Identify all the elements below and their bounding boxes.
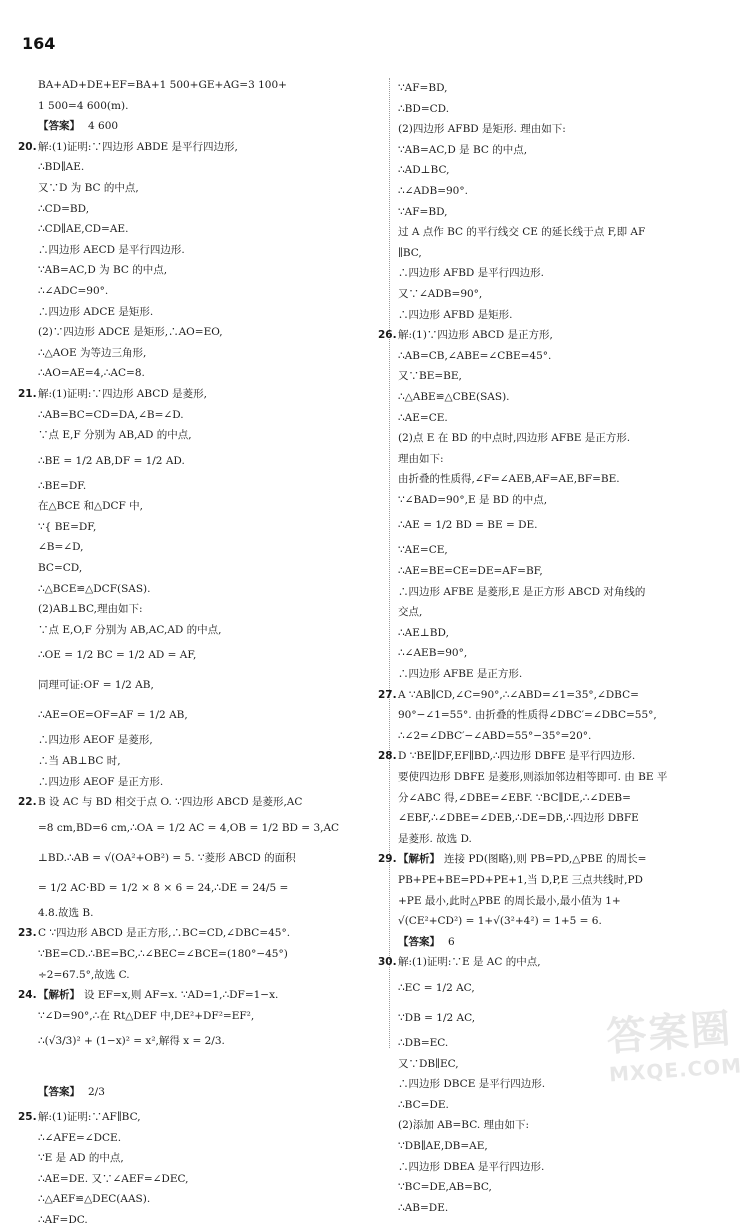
- line-text: ∵AF=BD,: [398, 82, 448, 94]
- text-line: [378, 746, 738, 767]
- line-text: ∴(√3/3)² + (1−x)² = x²,解得 x = 2/3.: [38, 1035, 225, 1048]
- question-number: 21.: [18, 387, 37, 400]
- text-line: [398, 870, 738, 891]
- text-line: [398, 602, 738, 623]
- line-text: ∵BE=CD.∴BE=BC,∴∠BEC=∠BCE=(180°−45°): [38, 948, 288, 960]
- question-number: 23.: [18, 927, 37, 940]
- line-text: ∴四边形 DBCE 是平行四边形.: [398, 1078, 546, 1091]
- line-text: 解:(1)证明:∵E 是 AC 的中点,: [398, 956, 541, 969]
- text-line: [398, 808, 738, 829]
- text-line: [398, 1198, 738, 1219]
- text-line: [38, 670, 378, 700]
- watermark-logo: [604, 996, 742, 1086]
- line-text: ∴四边形 AFBE 是菱形,E 是正方形 ABCD 对角线的: [398, 585, 646, 598]
- line-text: ∴△AOE 为等边三角形,: [38, 346, 147, 359]
- line-text: ∴△ABE≌△CBE(SAS).: [398, 390, 510, 403]
- line-text: BA+AD+DE+EF=BA+1 500+GE+AG=3 100+: [38, 79, 287, 91]
- answer-label: 【答案】: [38, 1085, 80, 1098]
- text-line: [38, 476, 378, 497]
- line-text: (2)点 E 在 BD 的中点时,四边形 AFBE 是正方形.: [398, 432, 631, 445]
- line-text: ∴AO=AE=4,∴AC=8.: [38, 367, 145, 380]
- question-number: 25.: [18, 1110, 37, 1123]
- line-text: D ∵BE∥DF,EF∥BD,∴四边形 DBFE 是平行四边形.: [398, 750, 636, 763]
- text-line: [38, 260, 378, 281]
- text-line: [378, 849, 738, 870]
- text-line: [398, 1136, 738, 1157]
- line-text: ∴∠ADC=90°.: [38, 284, 109, 297]
- text-line: [398, 1095, 738, 1116]
- text-line: [38, 965, 378, 986]
- line-text: ∴四边形 AEOF 是菱形,: [38, 734, 153, 747]
- text-line: [398, 243, 738, 264]
- line-text: 又∵∠ADB=90°,: [398, 287, 483, 300]
- text-line: [398, 263, 738, 284]
- text-line: [38, 322, 378, 343]
- line-text: 4 600: [88, 120, 119, 133]
- text-line: [38, 405, 378, 426]
- text-line: [38, 1056, 378, 1077]
- line-text: ∴△AEF≌△DEC(AAS).: [38, 1193, 151, 1206]
- text-line: [38, 219, 378, 240]
- text-line: [38, 813, 378, 843]
- text-line: [38, 199, 378, 220]
- line-text: ∵E 是 AD 的中点,: [38, 1152, 124, 1165]
- analysis-tag: 【解析】: [398, 853, 440, 866]
- text-line: [398, 767, 738, 788]
- text-line: [38, 944, 378, 965]
- line-text: (2)添加 AB=BC. 理由如下:: [398, 1119, 530, 1132]
- text-line: [38, 599, 378, 620]
- line-text: ∴AB=BC=CD=DA,∠B=∠D.: [38, 408, 184, 421]
- text-line: [38, 240, 378, 261]
- line-text: ∵BC=DE,AB=BC,: [398, 1181, 492, 1194]
- text-line: [398, 222, 738, 243]
- text-line: [18, 384, 378, 405]
- text-line: [38, 1169, 378, 1190]
- text-line: [38, 772, 378, 793]
- line-text: ∴AD⊥BC,: [398, 164, 450, 177]
- text-line: [38, 302, 378, 323]
- question-number: 22.: [18, 796, 37, 809]
- line-text: 在△BCE 和△DCF 中,: [38, 500, 144, 513]
- line-text: ∴EC = 1/2 AC,: [398, 981, 475, 994]
- question-number: 28.: [378, 750, 397, 763]
- text-line: [38, 700, 378, 730]
- question-number: 29.: [378, 853, 397, 866]
- text-line: [398, 181, 738, 202]
- text-line: [38, 96, 378, 117]
- text-line: [38, 116, 378, 137]
- line-text: 解:(1)证明:∵四边形 ABCD 是菱形,: [38, 387, 207, 400]
- line-text: 同理可证:OF = 1/2 AB,: [38, 679, 154, 692]
- text-line: [38, 1077, 378, 1107]
- line-text: 解:(1)证明:∵AF∥BC,: [38, 1110, 141, 1123]
- line-text: ∴△BCE≌△DCF(SAS).: [38, 582, 151, 595]
- line-text: ∵点 E,O,F 分别为 AB,AC,AD 的中点,: [38, 623, 222, 636]
- text-line: [38, 579, 378, 600]
- question-number: 24.: [18, 989, 37, 1002]
- line-text: ∴∠AEB=90°,: [398, 647, 468, 660]
- line-text: ∵AE=CE,: [398, 544, 448, 557]
- line-text: 6: [448, 935, 455, 948]
- line-text: ∴∠AFE=∠DCE.: [38, 1131, 122, 1144]
- line-text: ∴BE = 1/2 AB,DF = 1/2 AD.: [38, 454, 185, 467]
- text-line: [398, 408, 738, 429]
- page-number: 164: [22, 34, 56, 53]
- text-line: [38, 730, 378, 751]
- text-line: [38, 363, 378, 384]
- line-text: 设 EF=x,则 AF=x. ∵AD=1,∴DF=1−x.: [84, 989, 279, 1002]
- line-text: ∴CD∥AE,CD=AE.: [38, 223, 129, 236]
- text-line: [398, 119, 738, 140]
- line-text: ∴AE=OE=OF=AF = 1/2 AB,: [38, 709, 188, 722]
- line-text: ∴四边形 AEOF 是正方形.: [38, 775, 164, 788]
- text-line: [398, 346, 738, 367]
- line-text: 要使四边形 DBFE 是菱形,则添加邻边相等即可. 由 BE 平: [398, 771, 668, 783]
- text-line: [398, 540, 738, 561]
- line-text: ∴四边形 AECD 是平行四边形.: [38, 243, 185, 256]
- text-line: [38, 1210, 378, 1231]
- text-line: [18, 137, 378, 158]
- text-line: [18, 923, 378, 944]
- line-text: BC=CD,: [38, 562, 83, 575]
- text-line: [38, 425, 378, 446]
- line-text: ∴四边形 ADCE 是矩形.: [38, 305, 154, 318]
- text-line: [38, 1148, 378, 1169]
- text-line: [398, 705, 738, 726]
- line-text: 解:(1)证明:∵四边形 ABDE 是平行四边形,: [38, 140, 238, 153]
- line-text: PB+PE+BE=PD+PE+1,当 D,P,E 三点共线时,PD: [398, 873, 643, 886]
- watermark-url: MXQE.COM: [608, 1053, 743, 1087]
- line-text: ∵∠D=90°,∴在 Rt△DEF 中,DE²+DF²=EF²,: [38, 1009, 255, 1022]
- question-number: 30.: [378, 956, 397, 969]
- text-line: [18, 792, 378, 813]
- text-line: [398, 428, 738, 449]
- line-text: (2)四边形 AFBD 是矩形. 理由如下:: [398, 123, 566, 136]
- line-text: ∴∠2=∠DBC′−∠ABD=55°−35°=20°.: [398, 729, 592, 742]
- text-line: [398, 623, 738, 644]
- text-line: [18, 1107, 378, 1128]
- watermark-text: 答案圈: [604, 1005, 734, 1061]
- text-line: [398, 449, 738, 470]
- text-line: [398, 78, 738, 99]
- line-text: ∵点 E,F 分别为 AB,AD 的中点,: [38, 429, 192, 442]
- line-text: ∴AE=DE. 又∵∠AEF=∠DEC,: [38, 1172, 189, 1185]
- text-line: [38, 496, 378, 517]
- text-line: [398, 510, 738, 540]
- text-line: [398, 490, 738, 511]
- text-line: [398, 891, 738, 912]
- line-text: ∴AE=BE=CE=DE=AF=BF,: [398, 565, 543, 578]
- text-line: [38, 751, 378, 772]
- line-text: ∴AE = 1/2 BD = BE = DE.: [398, 519, 538, 532]
- text-line: [38, 558, 378, 579]
- line-text: ∴BC=DE.: [398, 1098, 449, 1111]
- line-text: ∴OE = 1/2 BC = 1/2 AD = AF,: [38, 649, 197, 662]
- text-line: [398, 387, 738, 408]
- text-line: [398, 664, 738, 685]
- text-line: [38, 843, 378, 873]
- text-line: [38, 1128, 378, 1149]
- line-text: ∴AB=CB,∠ABE=∠CBE=45°.: [398, 349, 552, 362]
- text-line: [398, 973, 738, 1003]
- text-line: [378, 952, 738, 973]
- line-text: 分∠ABC 得,∠DBE=∠EBF. ∵BC∥DE,∴∠DEB=: [398, 791, 631, 804]
- line-text: ∴AB=DE.: [398, 1201, 449, 1214]
- text-line: [398, 1157, 738, 1178]
- line-text: =8 cm,BD=6 cm,∴OA = 1/2 AC = 4,OB = 1/2 BD = 3,AC: [38, 821, 340, 834]
- line-text: +PE 最小,此时△PBE 的周长最小,最小值为 1+: [398, 894, 621, 907]
- line-text: 2/3: [88, 1085, 105, 1098]
- text-line: [38, 640, 378, 670]
- line-text: 是菱形. 故选 D.: [398, 832, 472, 845]
- text-line: [398, 829, 738, 850]
- analysis-tag: 【解析】: [38, 989, 80, 1002]
- line-text: 又∵BE=BE,: [398, 370, 462, 383]
- line-text: 4.8.故选 B.: [38, 906, 94, 919]
- text-line: [38, 517, 378, 538]
- line-text: 又∵DB∥EC,: [398, 1057, 459, 1070]
- line-text: ∵AB=AC,D 为 BC 的中点,: [38, 264, 168, 277]
- text-line: [38, 1026, 378, 1056]
- line-text: ∴四边形 DBEA 是平行四边形.: [398, 1160, 545, 1173]
- text-line: [378, 685, 738, 706]
- text-line: [38, 620, 378, 641]
- line-text: ∵∠BAD=90°,E 是 BD 的中点,: [398, 493, 548, 506]
- text-line: [38, 1006, 378, 1027]
- line-text: 连接 PD(图略),则 PB=PD,△PBE 的周长=: [444, 853, 647, 866]
- text-line: [398, 911, 738, 932]
- line-text: (2)AB⊥BC,理由如下:: [38, 603, 143, 616]
- line-text: (2)∵四边形 ADCE 是矩形,∴AO=EO,: [38, 326, 223, 339]
- line-text: ∴AE=CE.: [398, 411, 448, 424]
- line-text: ⊥BD.∴AB = √(OA²+OB²) = 5. ∵菱形 ABCD 的面积: [38, 851, 296, 864]
- line-text: B 设 AC 与 BD 相交于点 O. ∵四边形 ABCD 是菱形,AC: [38, 796, 303, 809]
- line-text: ∴∠ADB=90°.: [398, 184, 468, 197]
- text-line: [38, 281, 378, 302]
- line-text: ∴DB=EC.: [398, 1036, 449, 1049]
- line-text: ∴BE=DF.: [38, 479, 87, 492]
- text-line: [38, 537, 378, 558]
- text-line: [38, 75, 378, 96]
- line-text: ∴四边形 AFBE 是正方形.: [398, 668, 523, 681]
- line-text: 交点,: [398, 606, 423, 619]
- line-text: ∴BD=CD.: [398, 102, 450, 115]
- text-line: [398, 160, 738, 181]
- line-text: ∵DB∥AE,DB=AE,: [398, 1139, 488, 1152]
- line-text: ∵AB=AC,D 是 BC 的中点,: [398, 143, 528, 156]
- answer-label: 【答案】: [38, 120, 80, 133]
- text-line: [398, 305, 738, 326]
- text-line: [38, 178, 378, 199]
- line-text: √(CE²+CD²) = 1+√(3²+4²) = 1+5 = 6.: [398, 915, 602, 928]
- line-text: ∵{ BE=DF,: [38, 520, 97, 533]
- question-number: 27.: [378, 688, 397, 701]
- line-text: A ∵AB∥CD,∠C=90°,∴∠ABD=∠1=35°,∠DBC=: [398, 688, 639, 701]
- text-line: [38, 1189, 378, 1210]
- line-text: ∴BD∥AE.: [38, 161, 85, 174]
- text-line: [398, 1177, 738, 1198]
- question-number: 20.: [18, 140, 37, 153]
- line-text: = 1/2 AC·BD = 1/2 × 8 × 6 = 24,∴DE = 24/5 =: [38, 881, 289, 894]
- line-text: ÷2=67.5°,故选 C.: [38, 968, 130, 981]
- text-line: [398, 99, 738, 120]
- line-text: ∵AF=BD,: [398, 205, 448, 218]
- answer-label: 【答案】: [398, 935, 440, 948]
- line-text: 90°−∠1=55°. 由折叠的性质得∠DBC′=∠DBC=55°,: [398, 709, 657, 722]
- text-line: [398, 1115, 738, 1136]
- line-text: 理由如下:: [398, 452, 444, 465]
- line-text: 又∵D 为 BC 的中点,: [38, 181, 139, 194]
- text-line: [398, 788, 738, 809]
- text-line: [18, 985, 378, 1006]
- text-line: [38, 343, 378, 364]
- line-text: ∴CD=BD,: [38, 202, 90, 215]
- text-line: [378, 325, 738, 346]
- text-line: [38, 446, 378, 476]
- line-text: ∠EBF,∴∠DBE=∠DEB,∴DE=DB,∴四边形 DBFE: [398, 812, 639, 825]
- text-line: [38, 157, 378, 178]
- text-line: [398, 643, 738, 664]
- line-text: ∴四边形 AFBD 是矩形.: [398, 308, 513, 321]
- line-text: 1 500=4 600(m).: [38, 99, 129, 112]
- line-text: 过 A 点作 BC 的平行线交 CE 的延长线于点 F,即 AF: [398, 226, 646, 239]
- line-text: ∴当 AB⊥BC 时,: [38, 755, 121, 768]
- line-text: 由折叠的性质得,∠F=∠AEB,AF=AE,BF=BE.: [398, 473, 620, 486]
- line-text: ∴四边形 AFBD 是平行四边形.: [398, 267, 545, 280]
- text-line: [398, 561, 738, 582]
- line-text: ∥BC,: [398, 246, 422, 259]
- text-line: [398, 726, 738, 747]
- line-text: ∠B=∠D,: [38, 541, 84, 554]
- left-column: [18, 75, 378, 1231]
- text-line: [398, 202, 738, 223]
- line-text: C ∵四边形 ABCD 是正方形,∴BC=CD,∠DBC=45°.: [38, 927, 291, 940]
- text-line: [398, 366, 738, 387]
- text-line: [398, 140, 738, 161]
- line-text: ∴AF=DC.: [38, 1213, 88, 1226]
- line-text: ∴AE⊥BD,: [398, 626, 449, 639]
- text-line: [38, 903, 378, 924]
- text-line: [398, 932, 738, 953]
- text-line: [398, 284, 738, 305]
- text-line: [398, 582, 738, 603]
- text-line: [398, 469, 738, 490]
- question-number: 26.: [378, 329, 397, 342]
- line-text: ∵DB = 1/2 AC,: [398, 1011, 476, 1024]
- line-text: 解:(1)∵四边形 ABCD 是正方形,: [398, 329, 553, 342]
- text-line: [38, 873, 378, 903]
- column-divider: [389, 78, 390, 1048]
